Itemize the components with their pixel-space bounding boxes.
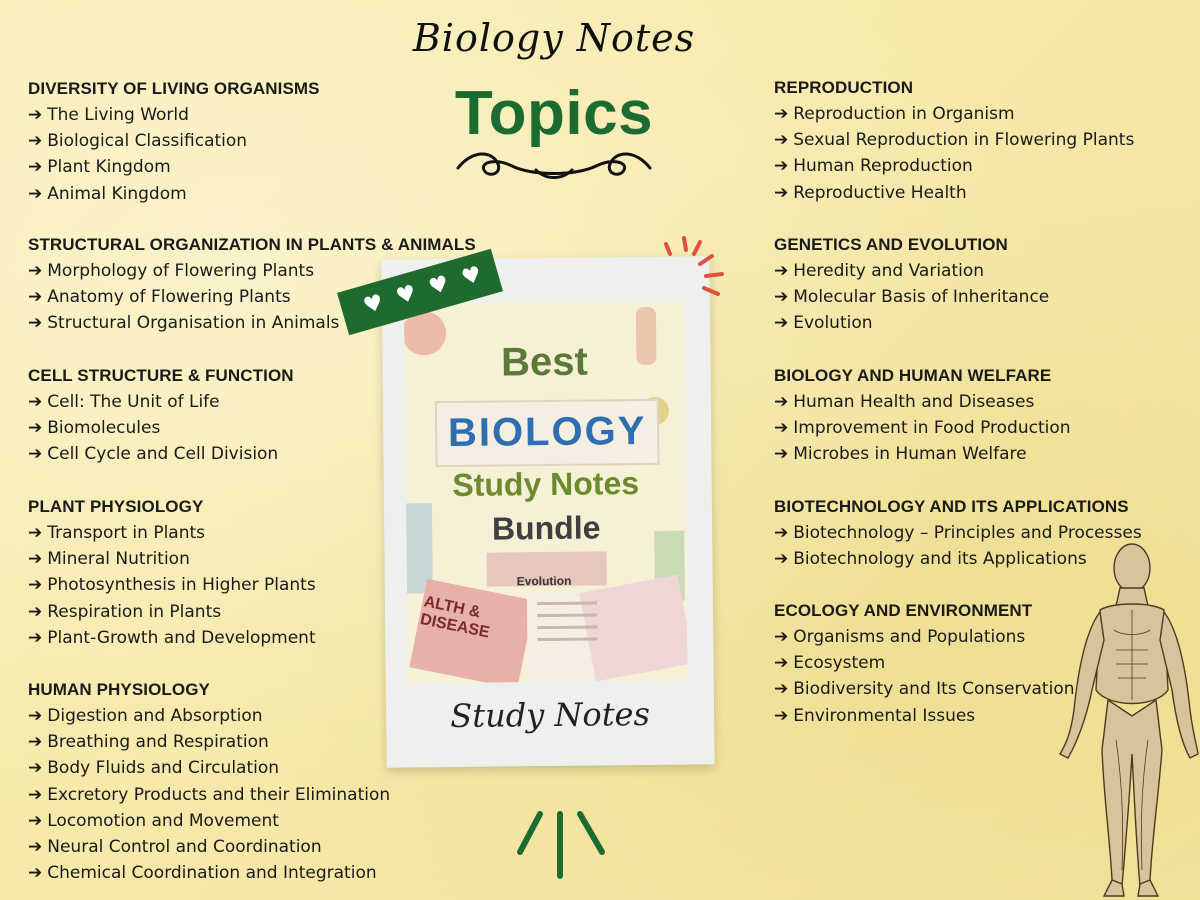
topic-item: ➔ Anatomy of Flowering Plants (28, 287, 291, 308)
section-heading: ECOLOGY AND ENVIRONMENT (774, 601, 1033, 620)
flourish-icon (452, 148, 656, 182)
topic-item: ➔ Human Reproduction (774, 156, 973, 177)
section-biology-human-welfare (774, 363, 1071, 468)
section-heading: BIOTECHNOLOGY AND ITS APPLICATIONS (774, 497, 1129, 516)
arrow-icon: ➔ (28, 706, 43, 726)
product-polaroid[interactable] (381, 256, 714, 767)
section-reproduction (774, 75, 1134, 206)
topic-item: ➔ Structural Organisation in Animals (28, 313, 340, 334)
arrow-icon: ➔ (774, 130, 789, 151)
topic-item: ➔ Heredity and Variation (774, 261, 985, 281)
heart-icon: ♥ (360, 290, 387, 320)
arrow-icon: ➔ (774, 444, 789, 465)
arrow-icon: ➔ (774, 156, 789, 177)
section-heading: CELL STRUCTURE & FUNCTION (28, 366, 294, 385)
cover-evolution-label: Evolution (516, 573, 572, 589)
script-title: Biology Notes (412, 16, 696, 60)
topic-item: ➔ Cell Cycle and Cell Division (28, 444, 279, 465)
arrow-icon: ➔ (28, 444, 43, 465)
section-plant-physiology (28, 494, 316, 651)
arrow-icon: ➔ (28, 183, 43, 204)
topic-item: ➔ Breathing and Respiration (28, 732, 269, 753)
arrow-icon: ➔ (774, 523, 789, 543)
topic-item: ➔ Environmental Issues (774, 705, 976, 726)
topic-item: ➔ Organisms and Populations (774, 627, 1026, 647)
section-heading: HUMAN PHYSIOLOGY (28, 680, 211, 699)
topic-item: ➔ Locomotion and Movement (28, 810, 279, 831)
section-heading: PLANT PHYSIOLOGY (28, 497, 204, 516)
section-genetics-evolution (774, 232, 1049, 337)
section-heading: GENETICS AND EVOLUTION (774, 235, 1008, 254)
topic-item: ➔ Biodiversity and Its Conservation (774, 679, 1075, 700)
topic-item: ➔ Ecosystem (774, 653, 886, 674)
topic-item: ➔ Mineral Nutrition (28, 549, 190, 570)
topic-item: ➔ Sexual Reproduction in Flowering Plants (774, 130, 1135, 151)
heart-icon: ♥ (426, 271, 452, 301)
arrow-icon: ➔ (774, 418, 789, 439)
topic-item: ➔ Molecular Basis of Inheritance (774, 287, 1050, 308)
section-diversity (28, 76, 320, 207)
arrow-icon: ➔ (28, 732, 43, 753)
arrow-icon: ➔ (28, 863, 43, 884)
topic-item: ➔ Neural Control and Coordination (28, 837, 322, 858)
section-heading: REPRODUCTION (774, 78, 914, 97)
arrow-icon: ➔ (28, 392, 43, 412)
arrow-icon: ➔ (774, 549, 789, 570)
topic-item: ➔ Excretory Products and their Elimination (28, 784, 391, 805)
topic-item: ➔ Plant Kingdom (28, 157, 171, 178)
arrow-icon: ➔ (774, 287, 789, 308)
arrow-icon: ➔ (28, 784, 43, 805)
cover-best-text: Best (500, 339, 589, 385)
section-cell-structure (28, 363, 294, 468)
arrow-icon: ➔ (28, 287, 43, 308)
section-heading: BIOLOGY AND HUMAN WELFARE (774, 366, 1052, 385)
topic-item: ➔ Photosynthesis in Higher Plants (28, 575, 316, 596)
heart-icon: ♥ (393, 280, 420, 311)
arrow-icon: ➔ (28, 549, 43, 570)
arrow-icon: ➔ (774, 627, 789, 647)
topic-item: ➔ Improvement in Food Production (774, 418, 1071, 439)
arrow-icon: ➔ (774, 653, 789, 674)
arrow-icon: ➔ (774, 261, 789, 281)
topic-item: ➔ Digestion and Absorption (28, 706, 263, 726)
anatomy-figure-icon (1052, 540, 1200, 900)
heart-icon: ♥ (458, 261, 485, 292)
arrow-icon: ➔ (28, 418, 43, 439)
arrow-icon: ➔ (774, 392, 789, 412)
section-heading: DIVERSITY OF LIVING ORGANISMS (28, 79, 320, 98)
cover-health-label: ALTH & DISEASE (418, 593, 491, 642)
arrow-icon: ➔ (28, 131, 43, 152)
arrow-icon: ➔ (28, 313, 43, 334)
topic-item: ➔ Plant-Growth and Development (28, 627, 316, 648)
topic-item: ➔ Reproductive Health (774, 182, 967, 203)
topic-item: ➔ Biological Classification (28, 131, 248, 152)
arrow-icon: ➔ (28, 575, 43, 596)
arrow-icon: ➔ (28, 105, 43, 125)
arrow-icon: ➔ (28, 601, 43, 622)
topic-item: ➔ Human Health and Diseases (774, 392, 1035, 412)
topic-item: ➔ Biotechnology – Principles and Processes (774, 523, 1142, 543)
cover-study-notes-text: Study Notes (452, 465, 640, 503)
topic-item: ➔ Reproduction in Organism (774, 104, 1015, 124)
arrow-icon: ➔ (28, 758, 43, 779)
arrow-icon: ➔ (28, 261, 43, 281)
topic-item: ➔ Microbes in Human Welfare (774, 444, 1027, 465)
arrow-icon: ➔ (28, 523, 43, 543)
topic-item: ➔ Morphology of Flowering Plants (28, 261, 315, 281)
polaroid-caption: Study Notes (450, 694, 651, 736)
section-ecology-environment (774, 598, 1075, 729)
arrow-icon: ➔ (774, 705, 789, 726)
product-cover-image (404, 301, 688, 684)
arrow-icon: ➔ (28, 810, 43, 831)
topic-item: ➔ Chemical Coordination and Integration (28, 863, 377, 884)
topic-item: ➔ The Living World (28, 105, 189, 125)
arrow-icon: ➔ (774, 104, 789, 124)
topic-item: ➔ Respiration in Plants (28, 601, 222, 622)
cover-biology-banner (435, 399, 660, 467)
topic-item: ➔ Evolution (774, 313, 873, 334)
arrow-icon: ➔ (28, 157, 43, 178)
section-human-physiology (28, 677, 390, 886)
cover-bundle-text: Bundle (491, 509, 601, 547)
topic-item: ➔ Cell: The Unit of Life (28, 392, 220, 412)
section-heading: STRUCTURAL ORGANIZATION IN PLANTS & ANIMALS (28, 235, 476, 254)
topic-item: ➔ Transport in Plants (28, 523, 206, 543)
down-marks-icon (512, 808, 612, 888)
page-title: Topics (454, 79, 654, 148)
topic-item: ➔ Body Fluids and Circulation (28, 758, 280, 779)
arrow-icon: ➔ (774, 679, 789, 700)
arrow-icon: ➔ (774, 313, 789, 334)
arrow-icon: ➔ (28, 627, 43, 648)
cover-biology-text: BIOLOGY (447, 408, 647, 456)
sparkle-rays-icon (656, 232, 740, 312)
topic-item: ➔ Biomolecules (28, 418, 161, 439)
arrow-icon: ➔ (28, 837, 43, 858)
topic-item: ➔ Animal Kingdom (28, 183, 187, 204)
arrow-icon: ➔ (774, 182, 789, 203)
topic-item: ➔ Biotechnology and its Applications (774, 549, 1087, 570)
